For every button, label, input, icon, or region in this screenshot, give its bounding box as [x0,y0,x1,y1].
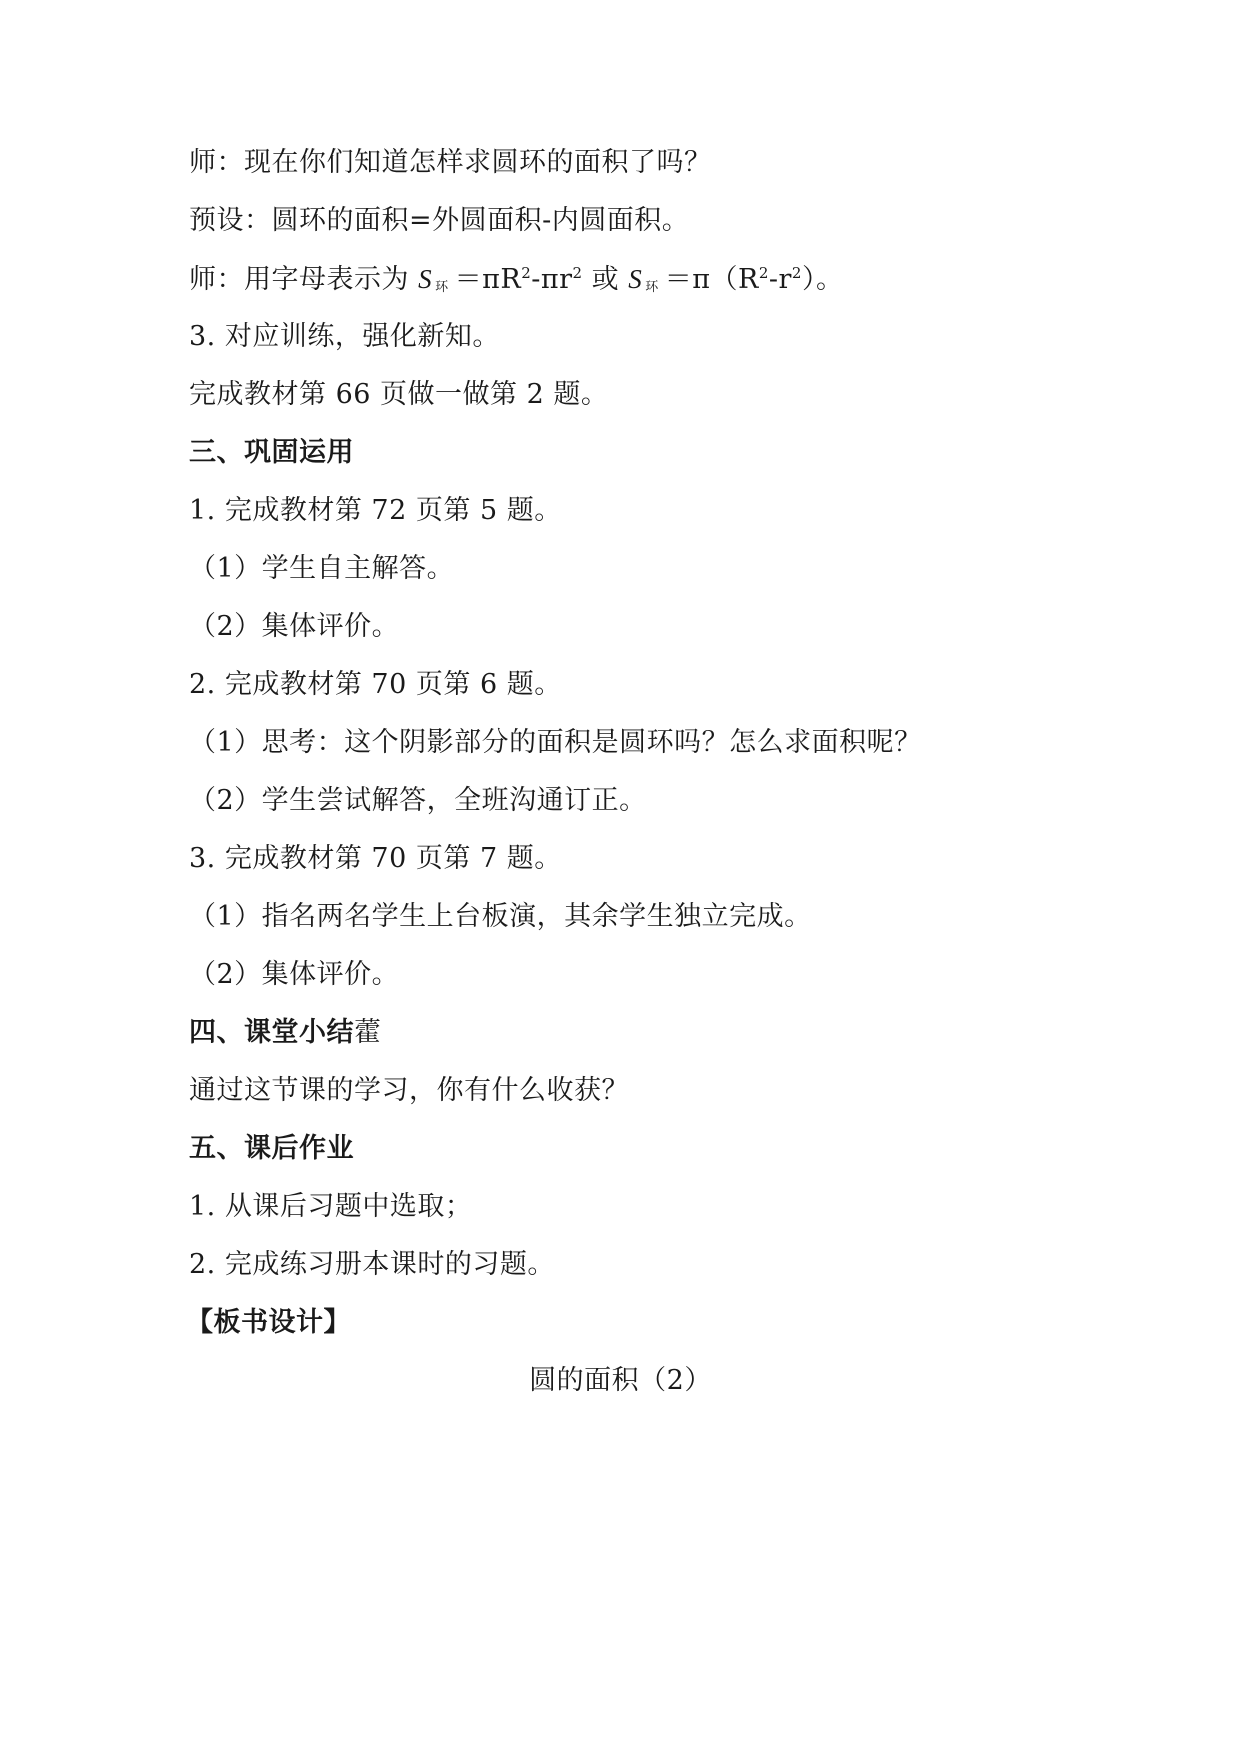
section-heading-4-tail: 藿 [354,1017,382,1048]
formula-exponent: 2 [521,264,532,282]
formula-part: -r [768,264,792,295]
formula-exponent: 2 [791,264,802,282]
exercise-line: 完成教材第 66 页做一做第 2 题。 [189,379,609,410]
list-item: 1. 完成教材第 72 页第 5 题。 [189,495,562,526]
section-heading-4 [189,1016,382,1050]
list-item: 2. 完成教材第 70 页第 6 题。 [189,669,562,700]
formula-exponent: 2 [758,264,769,282]
board-design-heading: 【板书设计】 [186,1307,351,1338]
list-subitem: （1）思考：这个阴影部分的面积是圆环吗？怎么求面积呢？ [189,727,922,758]
section-heading-4-text: 四、课堂小结 [189,1017,354,1048]
list-subitem: （2）集体评价。 [189,959,400,990]
section-heading-3: 三、巩固运用 [189,437,354,468]
formula-part: -πr [531,264,573,295]
list-subitem: （1）学生自主解答。 [189,553,455,584]
formula-symbol-s: S [628,264,643,294]
formula-exponent: 2 [572,264,583,282]
formula-part: ＝πR [454,264,522,295]
list-subitem: （2）集体评价。 [189,611,400,642]
list-subitem: （2）学生尝试解答，全班沟通订正。 [189,785,647,816]
formula-part: 或 [582,264,629,295]
summary-question: 通过这节课的学习，你有什么收获？ [189,1075,629,1106]
list-item: 3. 完成教材第 70 页第 7 题。 [189,843,562,874]
formula-part: ＝π（R [664,264,759,295]
board-title: 圆的面积（2） [529,1365,712,1396]
formula-part: ）。 [801,264,844,295]
preset-answer: 预设：圆环的面积=外圆面积-内圆面积。 [189,205,690,236]
step-3-title: 3. 对应训练，强化新知。 [189,321,500,352]
formula-symbol-s: S [418,264,433,294]
homework-item: 1. 从课后习题中选取； [189,1191,473,1222]
list-subitem: （1）指名两名学生上台板演，其余学生独立完成。 [189,901,812,932]
formula-prefix: 师：用字母表示为 [189,264,419,295]
formula-subscript: 环 [435,280,449,295]
section-heading-5: 五、课后作业 [189,1133,354,1164]
formula-subscript: 环 [645,280,659,295]
homework-item: 2. 完成练习册本课时的习题。 [189,1249,555,1280]
teacher-question: 师：现在你们知道怎样求圆环的面积了吗？ [189,147,712,178]
formula-line [189,262,843,305]
